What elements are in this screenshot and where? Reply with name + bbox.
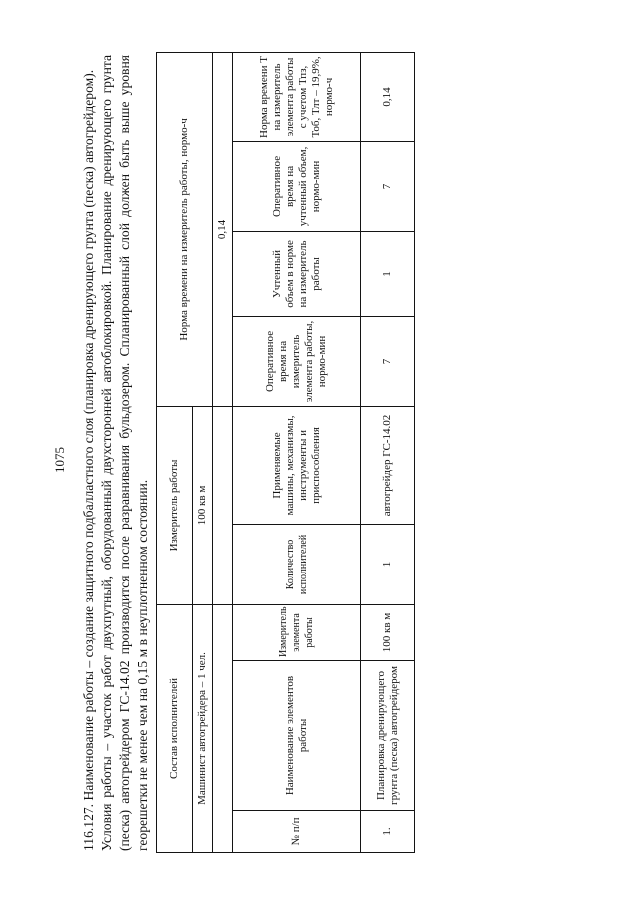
header-executors-count: Количество исполнителей <box>233 524 361 604</box>
row-norm-t: 0,14 <box>361 52 415 141</box>
row-no: 1. <box>361 811 415 853</box>
table-row <box>361 52 415 852</box>
header-machines: Применяемые машины, механизмы, инструменты и приспособления <box>233 406 361 524</box>
header-norm-time-t: Норма времени Т на измеритель элемента работы с учетом Тпз, Тоб, Тлт – 19,9%, нормо-ч <box>233 52 361 141</box>
header-element-meter: Измеритель элемента работы <box>233 604 361 660</box>
page-number: 1075 <box>52 447 67 473</box>
row-op-time: 7 <box>361 316 415 406</box>
work-title: 116.127. Наименование работы – создание защитного подбалластного слоя (планировка дренирующего грунта (песка) автогрейдером). <box>81 69 96 851</box>
document-sheet <box>80 53 640 853</box>
unit-value: 100 кв м <box>193 406 213 604</box>
row-volume: 1 <box>361 231 415 316</box>
row-op-time-volume: 7 <box>361 141 415 231</box>
header-element-name: Наименование элементов работы <box>233 661 361 811</box>
header-unit-of-work: Измеритель работы <box>157 406 193 604</box>
header-volume-in-norm: Учтенный объем в норме на измеритель работы <box>233 231 361 316</box>
row-name: Планировка дренирующего грунта (песка) автогрейдером <box>361 661 415 811</box>
header-row-no: № п/п <box>233 811 361 853</box>
norms-table <box>156 52 415 853</box>
work-conditions: Условия работы – участок работ двухпутный, оборудованный двухсторонней автоблокировкой. Планирование дренирующего грунта (песка) автогрейдером ГС-14.02 производится после разравнивания бульдозером. Спланированный слой должен быть выше уровня георешетки не менее чем на 0,15 м в неуплотненном состоянии. <box>99 55 150 851</box>
crew-value: Машинист автогрейдера – 1 чел. <box>193 604 213 852</box>
row-meter: 100 кв м <box>361 604 415 660</box>
header-time-norm: Норма времени на измеритель работы, нормо-ч <box>157 52 213 406</box>
header-op-time-volume: Оперативное время на учтенный объем, нормо-мин <box>233 141 361 231</box>
header-crew-composition: Состав исполнителей <box>157 604 193 852</box>
norm-value: 0,14 <box>213 52 233 406</box>
row-machine: автогрейдер ГС-14.02 <box>361 406 415 524</box>
row-count: 1 <box>361 524 415 604</box>
header-op-time-element: Оперативное время на измеритель элемента работы, нормо-мин <box>233 316 361 406</box>
